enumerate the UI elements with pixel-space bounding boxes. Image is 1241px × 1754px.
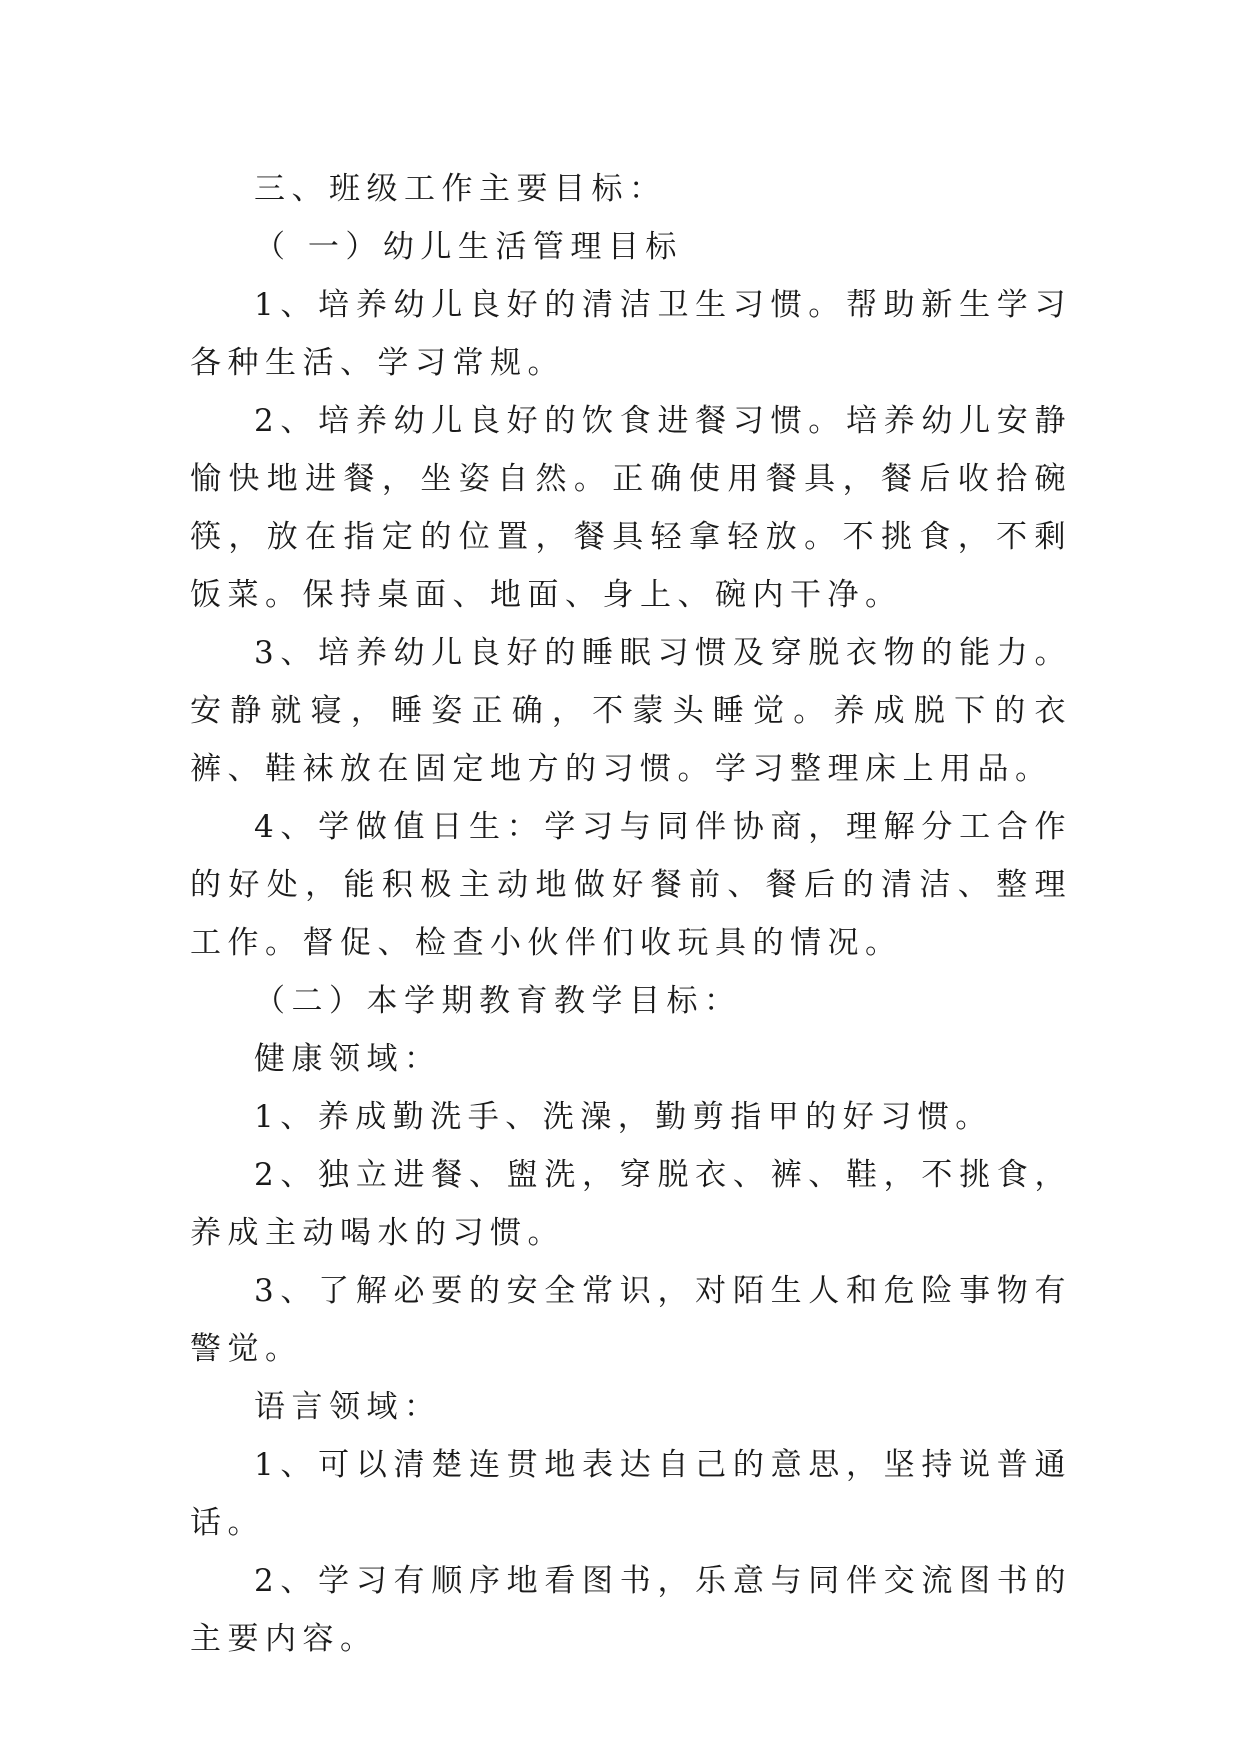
paragraph: 1、可以清楚连贯地表达自己的意思，坚持说普通话。 — [190, 1447, 1072, 1541]
domain-heading: 健康领域： — [254, 1041, 442, 1077]
section-heading: 三、班级工作主要目标： — [254, 171, 667, 207]
paragraph: 3、了解必要的安全常识，对陌生人和危险事物有警觉。 — [190, 1273, 1072, 1367]
paragraph: 1、养成勤洗手、洗澡，勤剪指甲的好习惯。 — [254, 1099, 993, 1135]
paragraph: 1、培养幼儿良好的清洁卫生习惯。帮助新生学习各种生活、学习常规。 — [190, 287, 1072, 381]
paragraph: 4、学做值日生：学习与同伴协商，理解分工合作的好处，能积极主动地做好餐前、餐后的清洁、整理工作。督促、检查小伙伴们收玩具的情况。 — [190, 809, 1072, 961]
document-body — [190, 160, 1072, 1668]
paragraph: 2、独立进餐、盥洗，穿脱衣、裤、鞋，不挑食，养成主动喝水的习惯。 — [190, 1157, 1072, 1251]
domain-heading: 语言领域： — [254, 1389, 442, 1425]
subsection-heading: （ 一）幼儿生活管理目标 — [254, 229, 683, 265]
paragraph: 2、学习有顺序地看图书，乐意与同伴交流图书的主要内容。 — [190, 1563, 1072, 1657]
paragraph: 3、培养幼儿良好的睡眠习惯及穿脱衣物的能力。安静就寝，睡姿正确，不蒙头睡觉。养成脱下的衣裤、鞋袜放在固定地方的习惯。学习整理床上用品。 — [190, 635, 1072, 787]
paragraph: 2、培养幼儿良好的饮食进餐习惯。培养幼儿安静愉快地进餐，坐姿自然。正确使用餐具，餐后收拾碗筷，放在指定的位置，餐具轻拿轻放。不挑食，不剩饭菜。保持桌面、地面、身上、碗内干净。 — [190, 403, 1072, 613]
subsection-heading: （二）本学期教育教学目标： — [254, 983, 742, 1019]
